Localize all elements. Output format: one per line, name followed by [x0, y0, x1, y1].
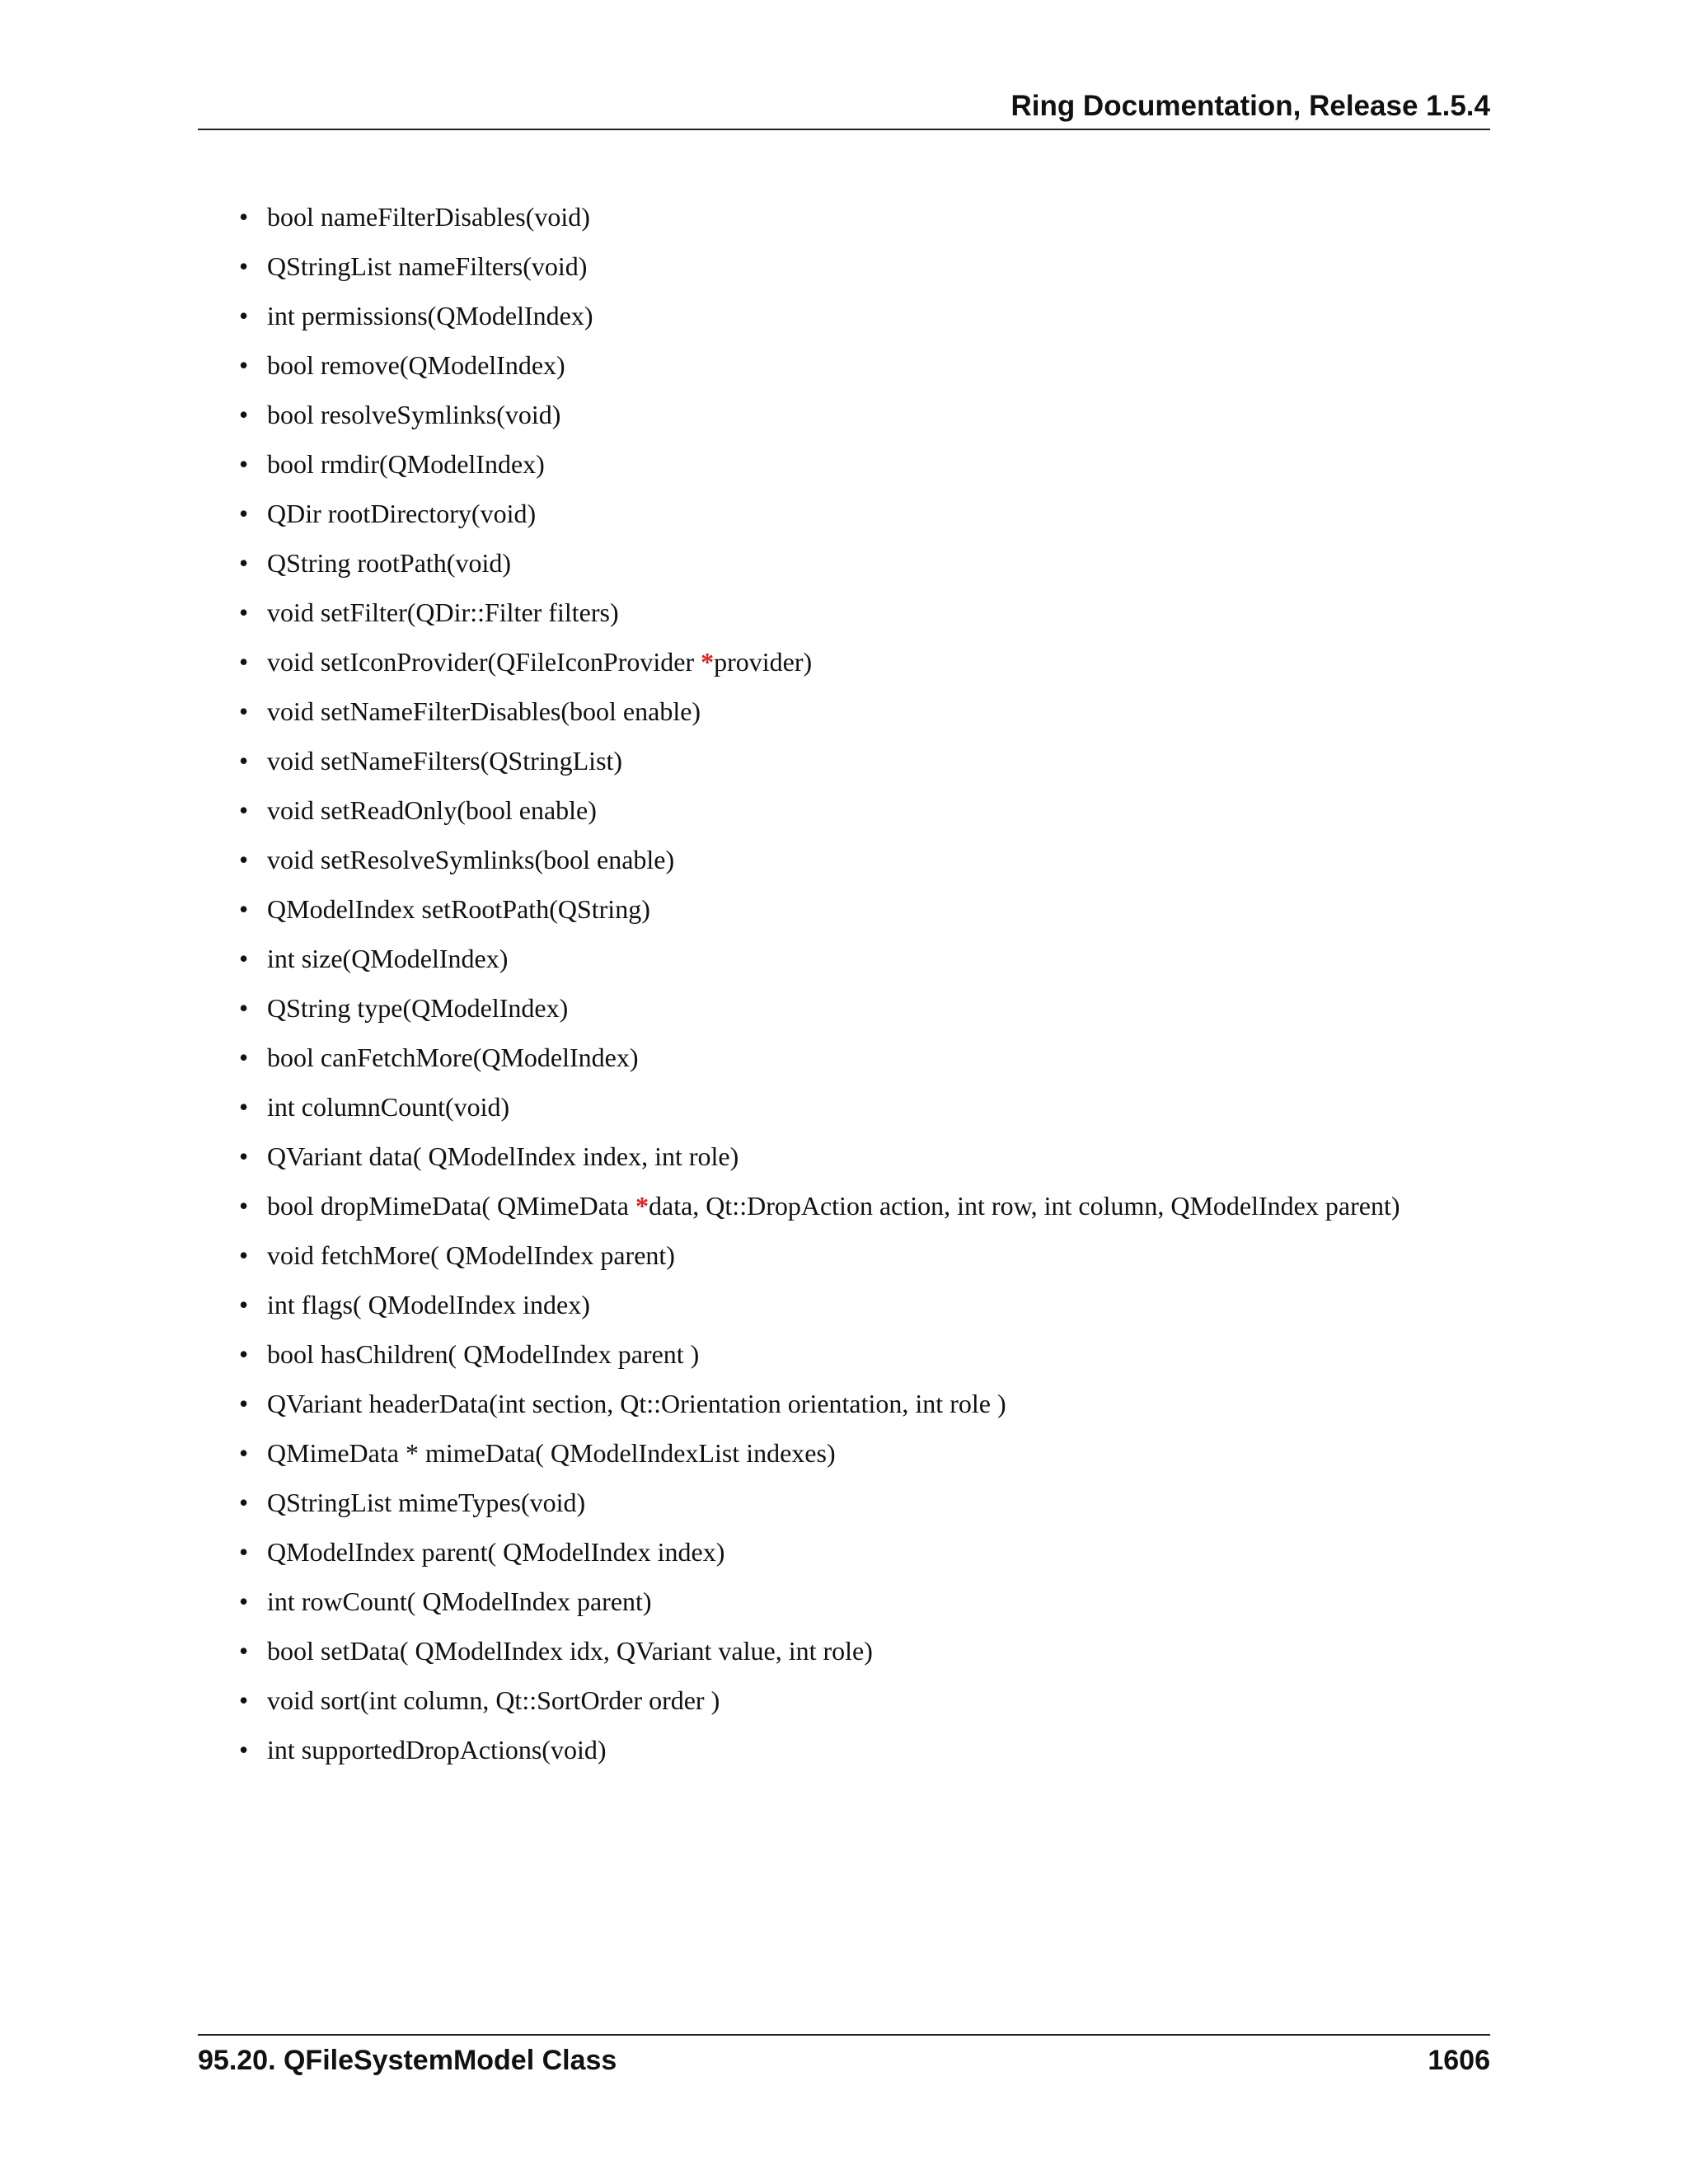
- list-item: [239, 241, 1400, 291]
- bullet-icon: •: [239, 1537, 249, 1567]
- bullet-icon: •: [239, 1092, 249, 1122]
- method-signature: QString type(QModelIndex): [267, 993, 569, 1023]
- method-signature: int supportedDropActions(void): [267, 1735, 607, 1765]
- method-signature: void setReadOnly(bool enable): [267, 795, 597, 825]
- bullet-icon: •: [239, 350, 249, 380]
- page-header: [198, 89, 1490, 130]
- header-title: Ring Documentation, Release 1.5.4: [1010, 90, 1490, 122]
- bullet-icon: •: [239, 795, 249, 825]
- method-signature: bool setData( QModelIndex idx, QVariant value, int role): [267, 1636, 873, 1666]
- bullet-icon: •: [239, 1141, 249, 1171]
- list-item: [239, 934, 1400, 983]
- bullet-icon: •: [239, 1488, 249, 1517]
- bullet-icon: •: [239, 1438, 249, 1468]
- list-item: [239, 1725, 1400, 1774]
- list-item: [239, 1675, 1400, 1725]
- list-item: [239, 785, 1400, 835]
- method-signature: bool resolveSymlinks(void): [267, 400, 561, 429]
- method-signature: int size(QModelIndex): [267, 944, 509, 973]
- bullet-icon: •: [239, 1339, 249, 1369]
- bullet-icon: •: [239, 499, 249, 528]
- list-item: [239, 1181, 1400, 1230]
- list-item: [239, 291, 1400, 340]
- footer-page-number: 1606: [1428, 2045, 1490, 2076]
- method-signature: int flags( QModelIndex index): [267, 1290, 590, 1319]
- bullet-icon: •: [239, 944, 249, 973]
- footer-section-title: 95.20. QFileSystemModel Class: [198, 2045, 617, 2076]
- list-item: [239, 1626, 1400, 1675]
- list-item: [239, 1329, 1400, 1379]
- list-item: [239, 983, 1400, 1033]
- list-item: [239, 538, 1400, 588]
- bullet-icon: •: [239, 845, 249, 874]
- list-item: [239, 1379, 1400, 1428]
- method-signature: bool rmdir(QModelIndex): [267, 449, 545, 479]
- list-item: [239, 1527, 1400, 1577]
- list-item: [239, 1132, 1400, 1181]
- method-signature: void sort(int column, Qt::SortOrder order ): [267, 1685, 720, 1715]
- method-list: [239, 192, 1400, 1774]
- list-item: [239, 439, 1400, 489]
- method-signature: bool canFetchMore(QModelIndex): [267, 1043, 639, 1072]
- method-signature: int columnCount(void): [267, 1092, 510, 1122]
- list-item: [239, 1577, 1400, 1626]
- method-signature: QMimeData * mimeData( QModelIndexList indexes): [267, 1438, 836, 1468]
- pointer-asterisk: *: [701, 647, 715, 677]
- list-item: [239, 340, 1400, 390]
- bullet-icon: •: [239, 1735, 249, 1765]
- bullet-icon: •: [239, 1240, 249, 1270]
- method-signature: QVariant headerData(int section, Qt::Orientation orientation, int role ): [267, 1389, 1006, 1418]
- method-signature: QVariant data( QModelIndex index, int role): [267, 1141, 739, 1171]
- page-footer: [198, 2034, 1490, 2083]
- list-item: [239, 1230, 1400, 1280]
- method-signature: bool remove(QModelIndex): [267, 350, 565, 380]
- bullet-icon: •: [239, 251, 249, 281]
- bullet-icon: •: [239, 202, 249, 232]
- pointer-asterisk: *: [635, 1191, 649, 1221]
- method-signature-rest: provider): [714, 647, 813, 677]
- bullet-icon: •: [239, 1290, 249, 1319]
- list-item: [239, 736, 1400, 785]
- method-signature: void setResolveSymlinks(bool enable): [267, 845, 675, 874]
- method-signature: QModelIndex setRootPath(QString): [267, 894, 650, 924]
- method-signature: bool nameFilterDisables(void): [267, 202, 590, 232]
- bullet-icon: •: [239, 598, 249, 627]
- list-item: [239, 1280, 1400, 1329]
- bullet-icon: •: [239, 1043, 249, 1072]
- method-signature: bool dropMimeData( QMimeData: [267, 1191, 635, 1221]
- method-signature: QStringList mimeTypes(void): [267, 1488, 586, 1517]
- list-item: [239, 884, 1400, 934]
- method-signature: int rowCount( QModelIndex parent): [267, 1586, 652, 1616]
- list-item: [239, 835, 1400, 884]
- list-item: [239, 1033, 1400, 1082]
- list-item: [239, 637, 1400, 687]
- bullet-icon: •: [239, 696, 249, 726]
- list-item: [239, 489, 1400, 538]
- bullet-icon: •: [239, 1389, 249, 1418]
- bullet-icon: •: [239, 993, 249, 1023]
- list-item: [239, 192, 1400, 241]
- bullet-icon: •: [239, 1586, 249, 1616]
- method-signature: void setIconProvider(QFileIconProvider: [267, 647, 701, 677]
- method-signature: void setNameFilters(QStringList): [267, 746, 623, 776]
- list-item: [239, 1478, 1400, 1527]
- list-item: [239, 390, 1400, 439]
- bullet-icon: •: [239, 746, 249, 776]
- list-item: [239, 588, 1400, 637]
- list-item: [239, 1082, 1400, 1132]
- bullet-icon: •: [239, 1685, 249, 1715]
- bullet-icon: •: [239, 301, 249, 330]
- method-signature-rest: data, Qt::DropAction action, int row, int column, QModelIndex parent): [649, 1191, 1400, 1221]
- method-signature: void setNameFilterDisables(bool enable): [267, 696, 701, 726]
- bullet-icon: •: [239, 894, 249, 924]
- bullet-icon: •: [239, 449, 249, 479]
- list-item: [239, 1428, 1400, 1478]
- bullet-icon: •: [239, 1636, 249, 1666]
- method-signature: int permissions(QModelIndex): [267, 301, 593, 330]
- method-signature: QModelIndex parent( QModelIndex index): [267, 1537, 725, 1567]
- bullet-icon: •: [239, 1191, 249, 1221]
- method-signature: void setFilter(QDir::Filter filters): [267, 598, 619, 627]
- method-signature: QStringList nameFilters(void): [267, 251, 588, 281]
- method-signature: QString rootPath(void): [267, 548, 511, 578]
- method-signature: QDir rootDirectory(void): [267, 499, 537, 528]
- bullet-icon: •: [239, 548, 249, 578]
- bullet-icon: •: [239, 400, 249, 429]
- bullet-icon: •: [239, 647, 249, 677]
- method-signature: bool hasChildren( QModelIndex parent ): [267, 1339, 700, 1369]
- method-signature: void fetchMore( QModelIndex parent): [267, 1240, 675, 1270]
- list-item: [239, 687, 1400, 736]
